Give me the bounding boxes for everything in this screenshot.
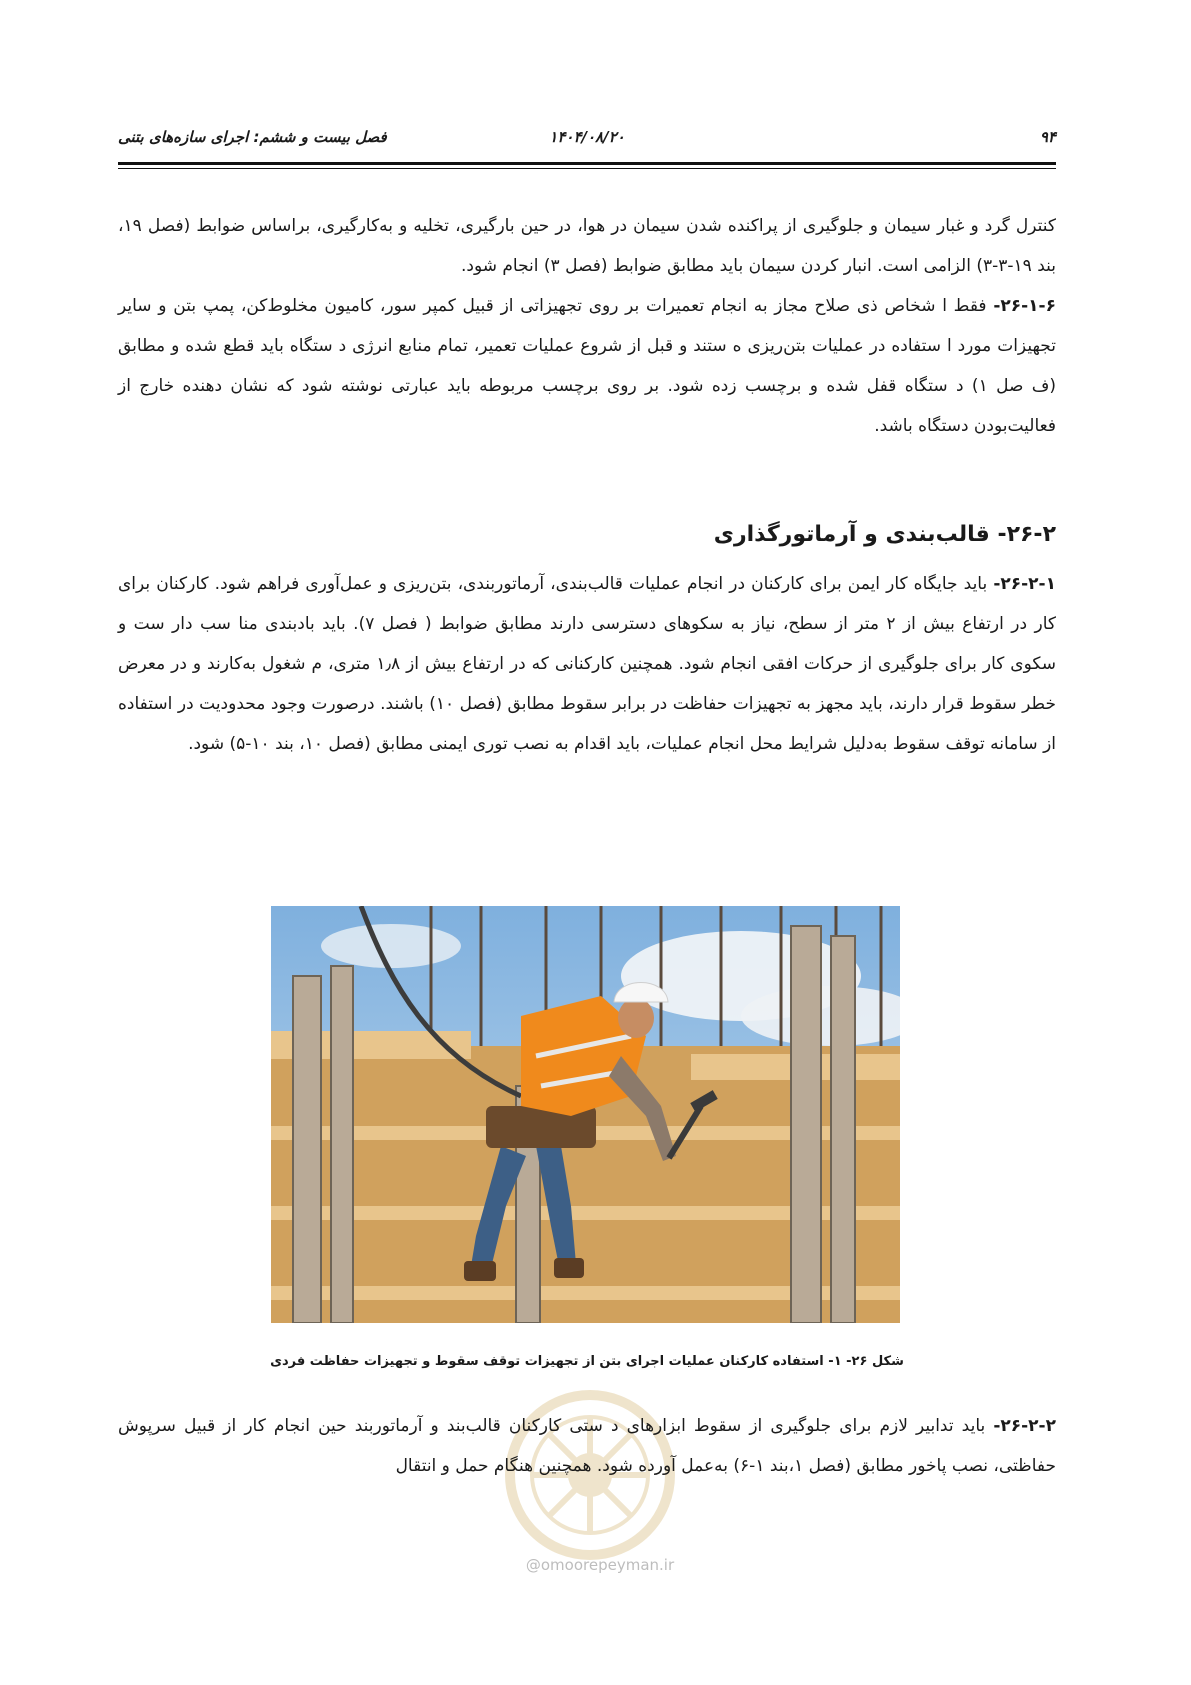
figure-photo: [271, 906, 900, 1323]
clause-number: ۲۶-۱-۶-: [993, 296, 1056, 316]
paragraph-26-2-1: [118, 564, 1056, 764]
header-rule-thick: [118, 162, 1056, 165]
chapter-title: فصل بیست و ششم: اجرای سازه‌های بتنی: [118, 128, 387, 146]
header-date: ۱۴۰۴/۰۸/۲۰: [549, 128, 625, 146]
watermark-text: @omoorepeyman.ir: [525, 1556, 675, 1574]
paragraph-text: باید جایگاه کار ایمن برای کارکنان در انجام عملیات قالب‌بندی، آرماتوربندی، بتن‌ریزی و عمل‌آوری فراهم شود. کارکنان برای کار در ارتفاع بیش از ۲ متر از سطح، نیاز به سکوهای دسترسی دارند مطابق ضوابط ( فصل ۷). باید بادبندی منا سب دار ست و سکوی کار برای جلوگیری از حرکات افقی انجام شود. همچنین کارکنانی که در ارتفاع بیش از ۱٫۸ متری، م شغول به‌کارند و در معرض خطر سقوط قرار دارند، باید مجهز به تجهیزات حفاظت در برابر سقوط مطابق (فصل ۱۰) باشند. درصورت وجود محدودیت در استفاده از سامانه توقف سقوط به‌دلیل شرایط محل انجام عملیات، باید اقدام به نصب توری ایمنی مطابق (فصل ۱۰، بند ۱۰-۵) شود.: [118, 574, 1057, 754]
header-rule-thin: [118, 168, 1056, 169]
paragraph-text: فقط ا شخاص ذی صلاح مجاز به انجام تعمیرات بر روی تجهیزاتی از قبیل کمپر سور، کامیون مخلوط‌کن، پمپ بتن و سایر تجهیزات مورد ا ستفاده در عملیات بتن‌ریزی ه ستند و قبل از شروع عملیات تعمیر، تمام منابع انرژی د ستگاه باید قطع شده و مطابق (ف صل ۱) د ستگاه قفل شده و برچسب زده شود. بر روی برچسب مربوطه باید عبارتی نوشته شود که نشان دهنده خارج از فعالیت‌بودن دستگاه باشد.: [118, 296, 1057, 436]
paragraph-26-1-6: [118, 286, 1056, 446]
paragraph-cement-dust: [118, 206, 1056, 286]
page-number: ۹۴: [1039, 128, 1056, 146]
construction-worker-photo: [271, 906, 900, 1323]
figure-caption: شکل ۲۶- ۱- استفاده کارکنان عملیات اجرای بتن از تجهیزات توقف سقوط و تجهیزات حفاظت فردی: [270, 1354, 904, 1369]
paragraph-text: کنترل گرد و غبار سیمان و جلوگیری از پراکنده شدن سیمان در هوا، در حین بارگیری، تخلیه و به‌کارگیری، براساس ضوابط (فصل ۱۹، بند ۱۹-۳-۳) الزامی است. انبار کردن سیمان باید مطابق ضوابط (فصل ۳) انجام شود.: [118, 216, 1056, 276]
section-heading: ۲۶-۲- قالب‌بندی و آرماتورگذاری: [713, 522, 1056, 547]
paragraph-text: باید تدابیر لازم برای جلوگیری از سقوط ابزارهای د ستی کارکنان قالب‌بند و آرماتوربند حین انجام کار از قبیل سرپوش حفاظتی، نصب پاخور مطابق (فصل ۱،بند ۱-۶) به‌عمل آورده شود. همچنین هنگام حمل و انتقال: [118, 1416, 1056, 1476]
clause-number: ۲۶-۲-۲-: [993, 1416, 1056, 1436]
page-header: [118, 128, 1056, 164]
clause-number: ۲۶-۲-۱-: [993, 574, 1056, 594]
paragraph-26-2-2: [118, 1406, 1056, 1486]
